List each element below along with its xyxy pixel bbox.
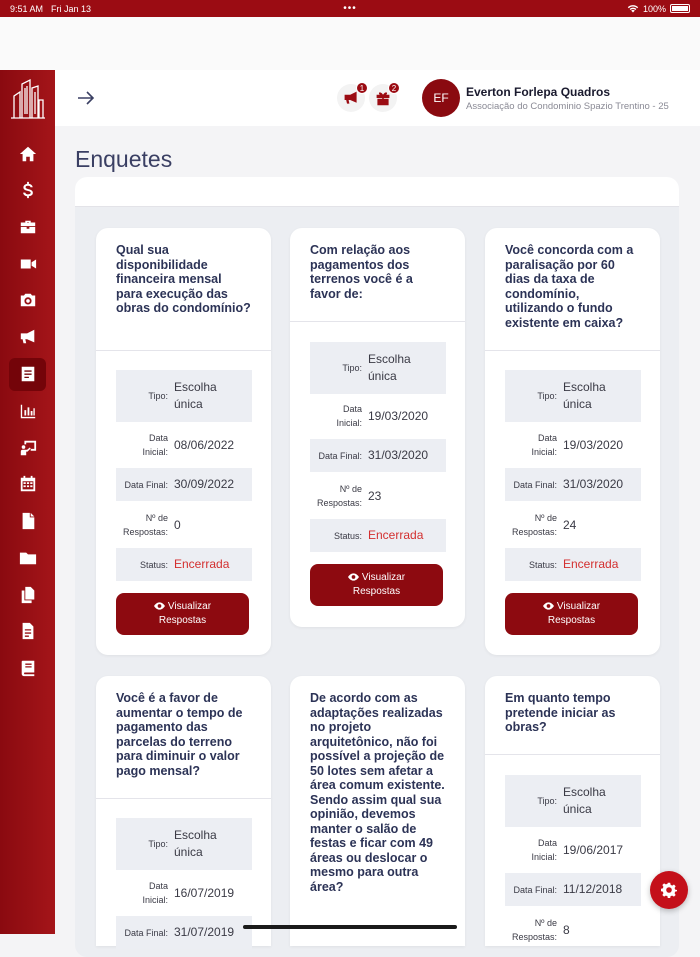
nav-reports[interactable] (0, 393, 55, 429)
field-data-inicial: Data Inicial: 19/03/2020 (336, 404, 429, 428)
folder-icon (19, 549, 37, 567)
poll-question: Você concorda com a paralisação por 60 dias da taxa de condomínio, utilizando o fundo existente em caixa? (505, 243, 634, 330)
field-status: Status: Encerrada (310, 519, 446, 552)
field-respostas: Nº de Respostas: 8 (511, 918, 570, 942)
nav-announcements[interactable] (0, 319, 55, 355)
arrow-right-icon[interactable] (77, 90, 95, 106)
field-data-inicial: Data Inicial: 08/06/2022 (142, 433, 235, 457)
poll-card (290, 228, 465, 627)
home-indicator[interactable] (243, 925, 457, 929)
field-respostas: Nº de Respostas: 24 (511, 513, 577, 537)
field-data-inicial: Data Inicial: 19/06/2017 (531, 838, 624, 862)
top-header (55, 70, 700, 126)
field-status: Status: Encerrada (505, 548, 641, 581)
nav-briefcase[interactable] (0, 209, 55, 245)
nav-home[interactable] (0, 136, 55, 172)
field-data-final: Data Final: 31/03/2020 (310, 439, 446, 472)
field-tipo: Tipo: Escolha única (116, 818, 252, 870)
field-data-inicial: Data Inicial: 19/03/2020 (531, 433, 624, 457)
eye-icon (348, 573, 359, 581)
view-responses-button[interactable]: Visualizar Respostas (116, 593, 249, 635)
sidebar (0, 70, 55, 934)
nav-copies[interactable] (0, 577, 55, 613)
video-camera-icon (19, 255, 37, 273)
nav-calendar[interactable] (0, 466, 55, 502)
field-tipo: Tipo: Escolha única (310, 342, 446, 394)
field-data-inicial: Data Inicial: 16/07/2019 (142, 881, 235, 905)
top-band (0, 17, 700, 70)
wifi-icon (627, 4, 639, 13)
nav-finance[interactable] (0, 172, 55, 208)
megaphone-icon (343, 90, 359, 106)
book-icon (19, 659, 37, 677)
status-bar (0, 0, 700, 17)
avatar[interactable]: EF (422, 79, 460, 117)
presentation-icon (19, 439, 37, 457)
eye-icon (543, 602, 554, 610)
field-data-final: Data Final: 31/07/2019 (116, 916, 252, 949)
nav-polls[interactable] (0, 356, 55, 392)
file-icon (19, 512, 37, 530)
nav-board[interactable] (0, 430, 55, 466)
poll-list-icon (19, 365, 37, 383)
panel-header (75, 177, 679, 207)
user-organization: Associação do Condominio Spazio Trentino - 25 (466, 101, 669, 112)
status-badge: Encerrada (563, 557, 619, 571)
view-responses-button[interactable]: Visualizar Respostas (505, 593, 638, 635)
home-icon (19, 145, 37, 163)
notification-badge: 2 (388, 82, 400, 94)
multitask-dots[interactable]: ••• (343, 3, 357, 14)
nav-video[interactable] (0, 246, 55, 282)
field-tipo: Tipo: Escolha única (505, 370, 641, 422)
gear-icon (661, 882, 677, 898)
poll-question: De acordo com as adaptações realizadas no projeto arquitetônico, não foi possível a projeção de 50 lotes sem afetar a área comum existente. Sendo assim qual sua opinião, devemos manter o salão de festas e ficar com 49 áreas ou deslocar o mesmo para outra área? (310, 691, 445, 894)
status-date: Fri Jan 13 (51, 3, 92, 14)
field-status: Status: Encerrada (116, 548, 252, 581)
nav-book[interactable] (0, 650, 55, 686)
bar-chart-icon (19, 402, 37, 420)
megaphone-icon (19, 328, 37, 346)
user-name: Everton Forlepa Quadros (466, 85, 611, 99)
poll-card (96, 228, 271, 655)
nav-folders[interactable] (0, 540, 55, 576)
poll-question: Você é a favor de aumentar o tempo de pagamento das parcelas do terreno para diminuir o valor pago mensal? (116, 691, 243, 778)
gift-icon (375, 90, 391, 106)
status-time: 9:51 AM (10, 3, 44, 14)
field-respostas: Nº de Respostas: 0 (122, 513, 181, 537)
field-respostas: Nº de Respostas: 23 (316, 484, 382, 508)
poll-question: Qual sua disponibilidade financeira mensal para execução das obras do condomínio? (116, 243, 251, 315)
battery-icon (670, 4, 690, 13)
briefcase-icon (19, 218, 37, 236)
status-badge: Encerrada (368, 528, 424, 542)
page-title: Enquetes (75, 146, 173, 172)
calendar-icon (19, 475, 37, 493)
building-logo-icon[interactable] (10, 78, 46, 120)
battery-percent: 100% (642, 3, 666, 14)
announcements-button[interactable] (337, 84, 365, 112)
status-badge: Encerrada (174, 557, 230, 571)
field-tipo: Tipo: Escolha única (116, 370, 252, 422)
nav-photos[interactable] (0, 282, 55, 318)
field-tipo: Tipo: Escolha única (505, 775, 641, 827)
field-data-final: Data Final: 31/03/2020 (505, 468, 641, 501)
files-copy-icon (19, 586, 37, 604)
field-data-final: Data Final: 11/12/2018 (505, 873, 641, 906)
nav-documents[interactable] (0, 503, 55, 539)
poll-question: Em quanto tempo pretende iniciar as obras? (505, 691, 616, 734)
poll-card (290, 676, 465, 946)
view-responses-button[interactable]: Visualizar Respostas (310, 564, 443, 606)
field-data-final: Data Final: 30/09/2022 (116, 468, 252, 501)
notification-badge: 1 (356, 82, 368, 94)
gifts-button[interactable] (369, 84, 397, 112)
poll-question: Com relação aos pagamentos dos terrenos você é a favor de: (310, 243, 413, 301)
dollar-icon (19, 181, 37, 199)
poll-card (485, 228, 660, 655)
camera-icon (19, 291, 37, 309)
nav-records[interactable] (0, 613, 55, 649)
poll-card (485, 676, 660, 946)
eye-icon (154, 602, 165, 610)
file-text-icon (19, 622, 37, 640)
poll-card (96, 676, 271, 946)
settings-button[interactable] (650, 871, 688, 909)
